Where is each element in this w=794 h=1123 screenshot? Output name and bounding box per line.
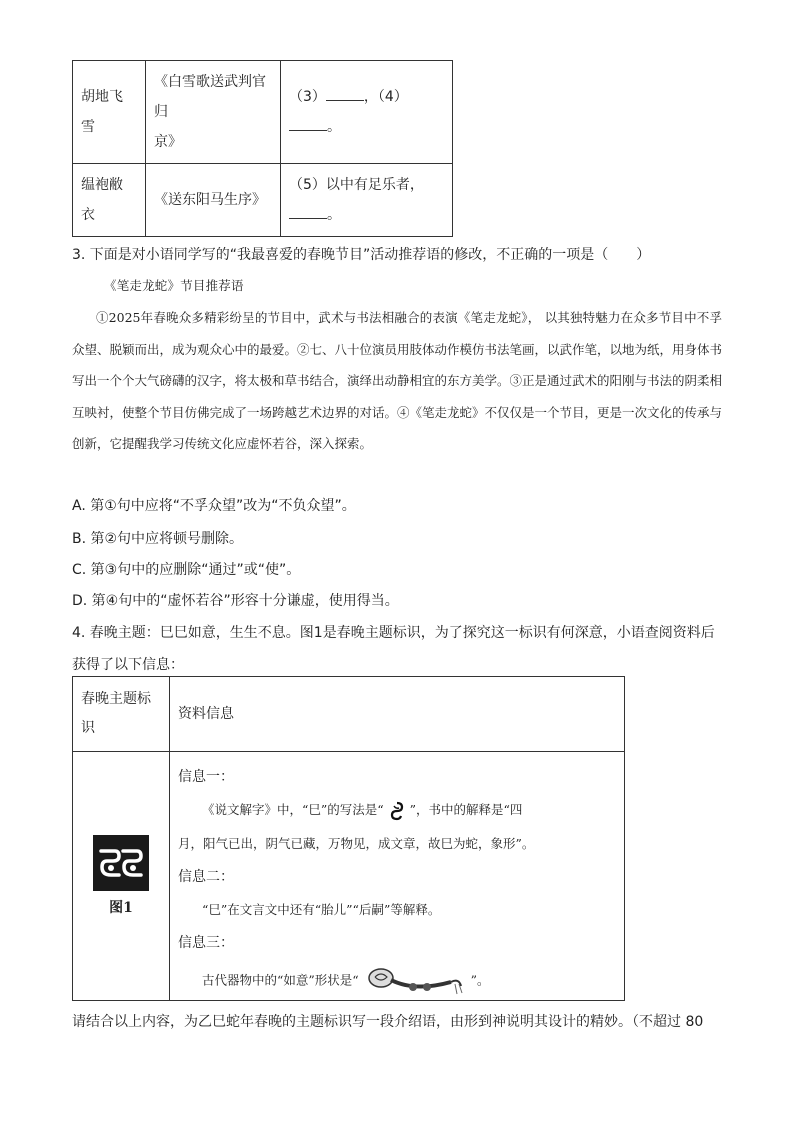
- table-cell: [281, 61, 453, 164]
- poem-table: [72, 60, 453, 237]
- header-text: 春晚主题标: [81, 691, 151, 707]
- info-text: “巳”在文言文中还有“胎儿”“后嗣”等解释。: [202, 902, 441, 917]
- info-label: 信息二：: [178, 869, 234, 885]
- header-text: 识: [81, 720, 95, 736]
- option-a[interactable]: A. 第①句中应将“不孚众望”改为“不负众望”。: [72, 498, 356, 514]
- info-text-segment: 古代器物中的“如意”形状是“: [202, 972, 359, 988]
- answer-blank[interactable]: [289, 202, 327, 219]
- table-header-cell: [73, 677, 170, 752]
- cell-text: （3）: [289, 89, 326, 105]
- info-text-segment: ”，书中的解释是“四: [409, 802, 523, 817]
- cell-text: 《白雪歌送武判官归: [154, 74, 266, 120]
- info-text: 月，阳气已出，阴气已藏，万物见，成文章，故巳为蛇，象形”。: [178, 836, 535, 851]
- table-cell: [281, 164, 453, 237]
- table-cell: [146, 61, 281, 164]
- gala-logo-image: [93, 835, 149, 891]
- table-cell: [170, 752, 625, 1001]
- option-b[interactable]: B. 第②句中应将顿号删除。: [72, 531, 244, 547]
- info-text-segment: ”。: [470, 972, 490, 988]
- cell-text: 胡地飞: [81, 89, 123, 105]
- cell-text: 京》: [154, 134, 182, 150]
- table-cell: [146, 164, 281, 237]
- question-3-stem: 3. 下面是对小语同学写的“我最喜爱的春晚节目”活动推荐语的修改，不正确的一项是（ ）: [72, 247, 651, 263]
- cell-text: 。: [327, 207, 341, 223]
- option-d[interactable]: D. 第④句中的“虚怀若谷”形容十分谦虚，使用得当。: [72, 593, 399, 609]
- question-4-stem-cont: 获得了以下信息：: [72, 657, 184, 673]
- info-text: [202, 800, 522, 821]
- answer-blank[interactable]: [289, 114, 327, 131]
- question-4-stem: 4. 春晚主题：巳巳如意，生生不息。图1是春晚主题标识，为了探究这一标识有何深意，小语查阅资料后: [72, 625, 715, 641]
- info-label: 信息一：: [178, 769, 234, 785]
- info-table: [72, 676, 625, 1001]
- info-label: 信息三：: [178, 935, 234, 951]
- figure-caption: 图1: [109, 900, 133, 916]
- recommendation-paragraph: ①2025年春晚众多精彩纷呈的节目中，武术与书法相融合的表演《笔走龙蛇》， 以其独特魅力在众多节目中不孚众望、脱颖而出，成为观众心中的最爱。②七、八十位演员用肢体动作模仿书法笔画，以武作笔，以地为纸，用身体书写出一个个大气磅礴的汉字，将太极和草书结合，演绎出动静相宜的东方美学。③正是通过武术的阳刚与书法的阴柔相互映衬，使整个节目仿佛完成了一场跨越艺术边界的对话。④《笔走龙蛇》不仅仅是一个节目，更是一次文化的传承与创新，它提醒我学习传统文化应虚怀若谷，深入探索。: [72, 310, 723, 451]
- table-row: [73, 752, 625, 1001]
- cell-text: 《送东阳马生序》: [154, 192, 266, 208]
- table-cell: [73, 61, 146, 164]
- cell-text: ，（4）: [363, 89, 408, 105]
- question-4-prompt: 请结合以上内容，为乙巳蛇年春晚的主题标识写一段介绍语，由形到神说明其设计的精妙。（不超过 80: [72, 1014, 704, 1030]
- info-text-segment: 《说文解字》中，“巳”的写法是“: [202, 802, 384, 817]
- cell-text: 缊袍敝: [81, 177, 123, 193]
- table-header-cell: [170, 677, 625, 752]
- answer-blank[interactable]: [326, 84, 364, 101]
- ruyi-scepter-icon: [365, 964, 465, 998]
- cell-text: 衣: [81, 207, 95, 223]
- snake-logo-icon: [97, 843, 145, 883]
- table-row: [73, 61, 453, 164]
- table-cell: [73, 752, 170, 1001]
- table-row: [73, 164, 453, 237]
- recommendation-title: 《笔走龙蛇》节目推荐语: [104, 278, 244, 293]
- table-cell: [73, 164, 146, 237]
- info-text: [202, 964, 490, 998]
- seal-script-si-icon: [390, 801, 404, 821]
- table-row: [73, 677, 625, 752]
- cell-text: 。: [327, 119, 341, 135]
- cell-text: 雪: [81, 119, 95, 135]
- cell-text: （5）以中有足乐者，: [289, 177, 424, 193]
- header-text: 资料信息: [178, 706, 234, 722]
- option-c[interactable]: C. 第③句中的应删除“通过”或“使”。: [72, 562, 301, 578]
